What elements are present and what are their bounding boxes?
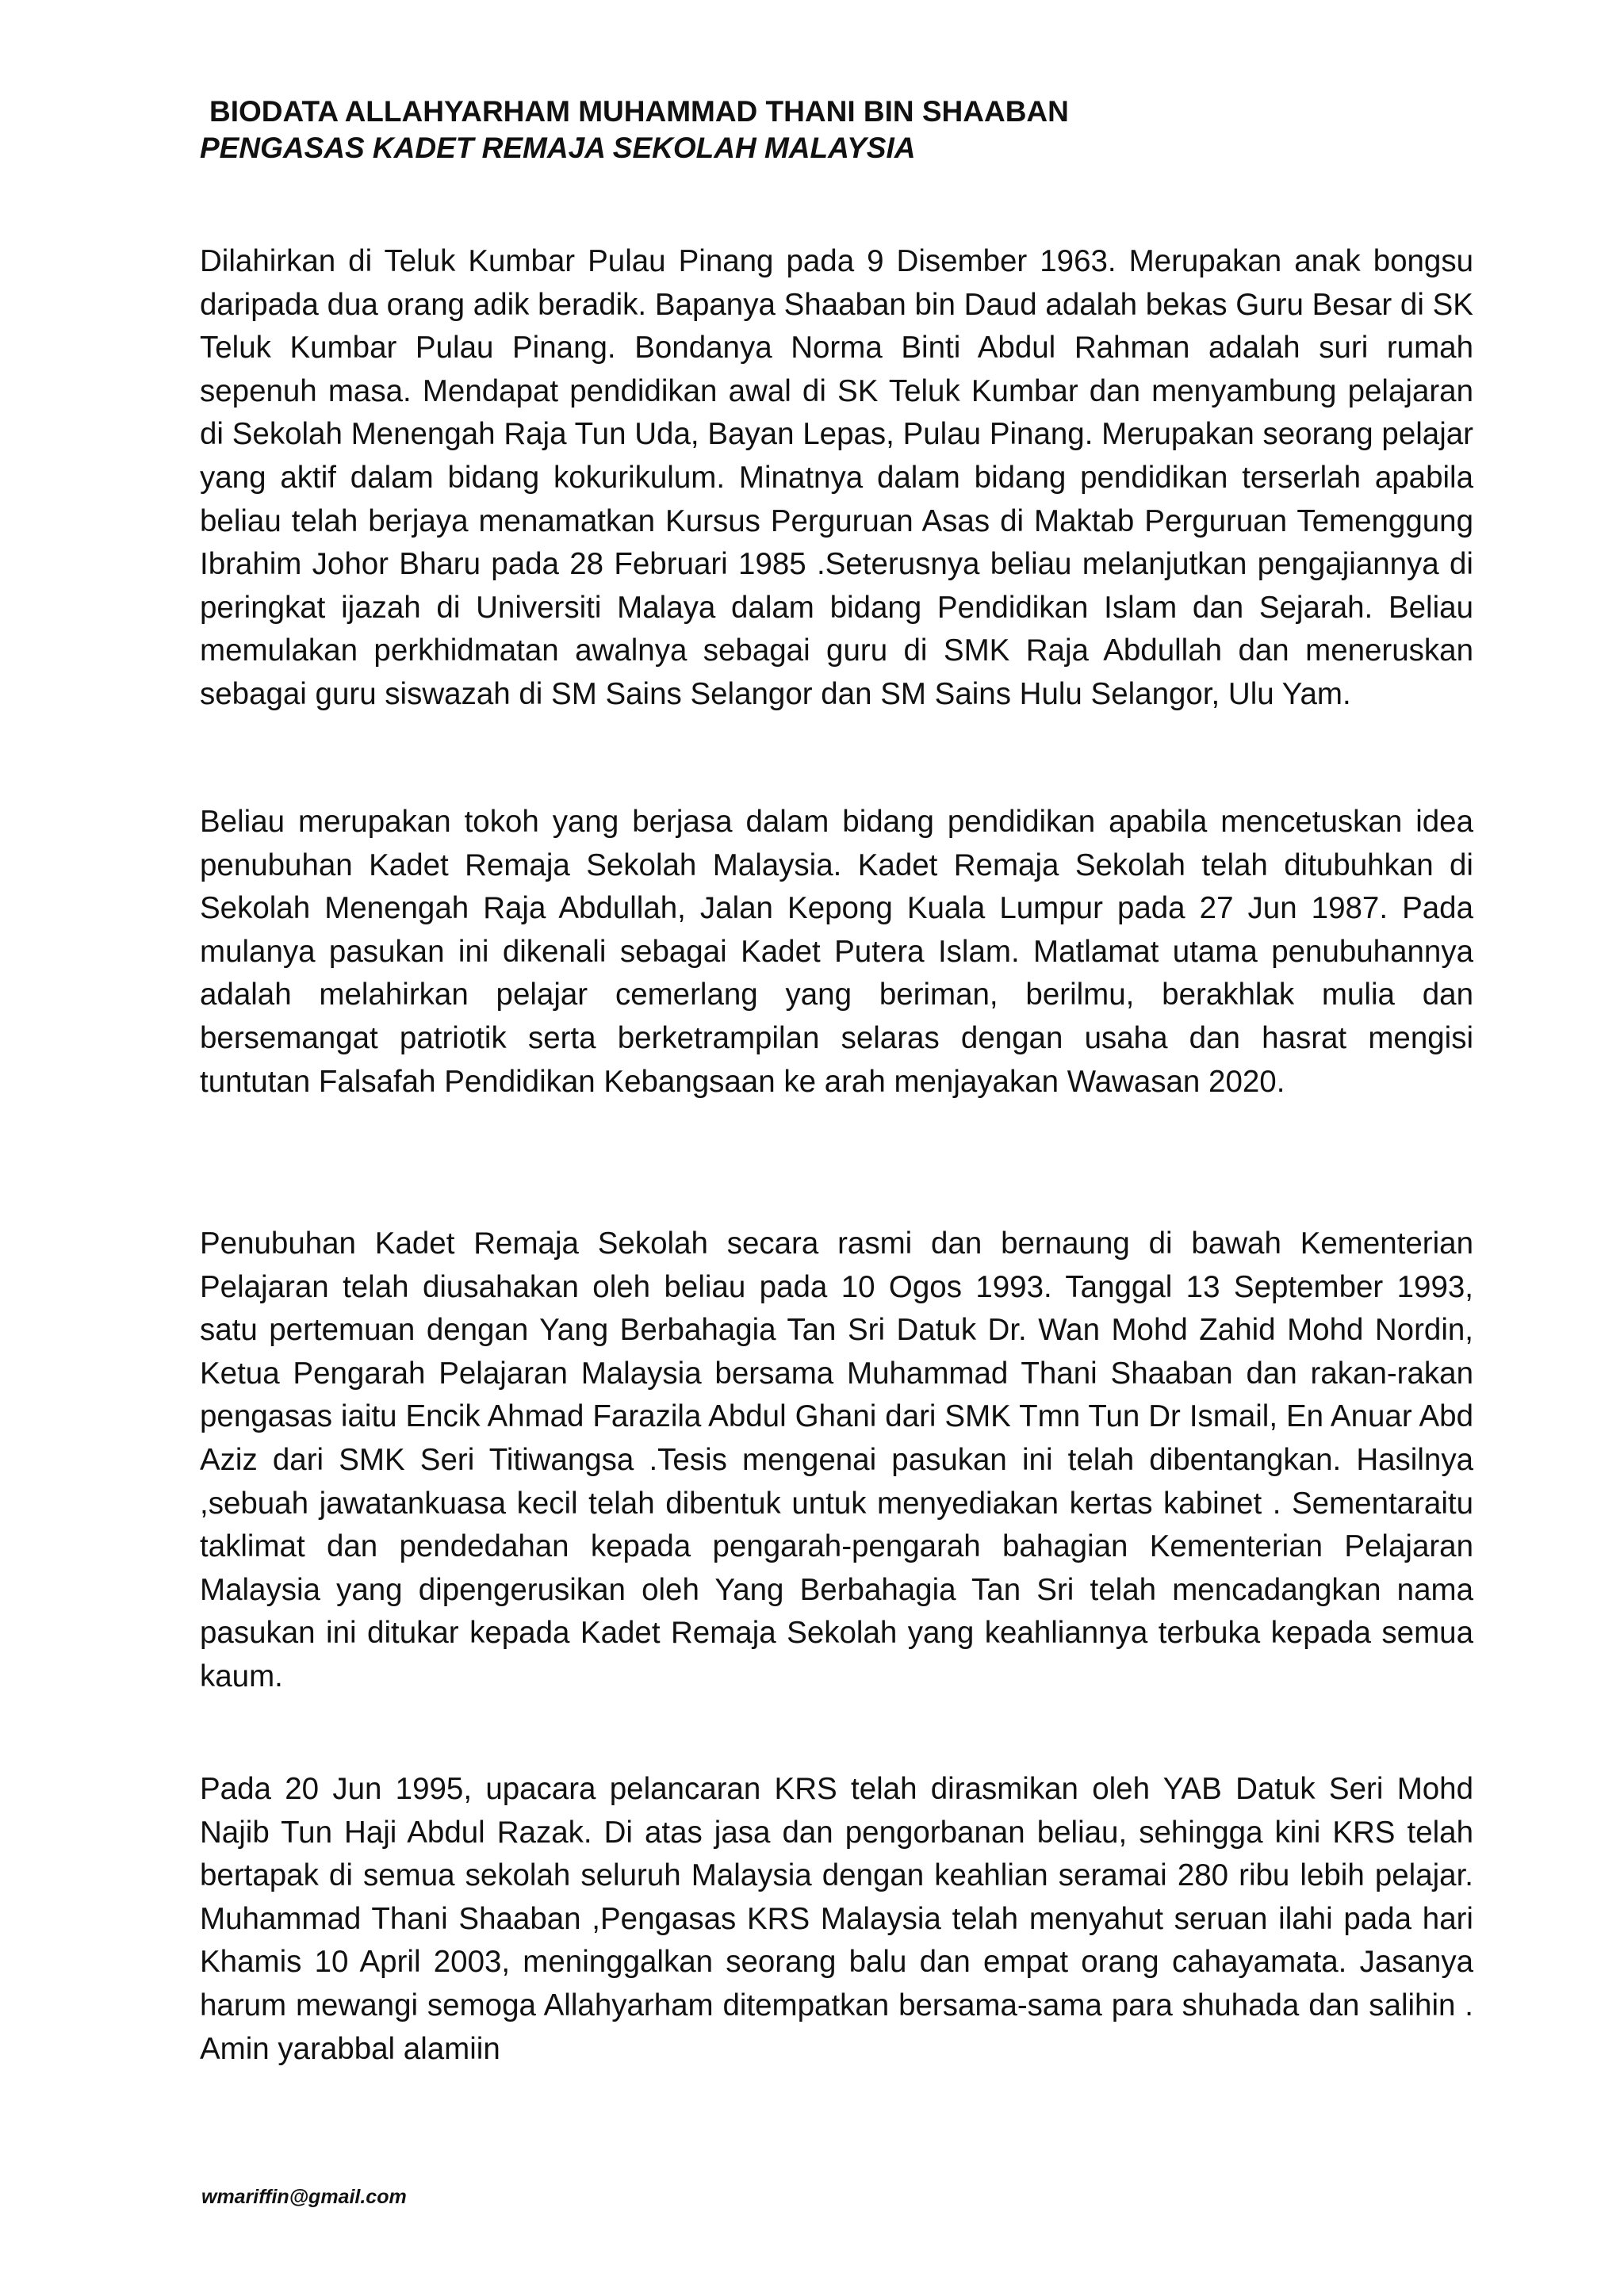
title-block: [200, 94, 1469, 166]
paragraph-launch-and-legacy: Pada 20 Jun 1995, upacara pelancaran KRS telah dirasmikan oleh YAB Datuk Seri Mohd Najib Tun Haji Abdul Razak. Di atas jasa dan pengorbanan beliau, sehingga kini KRS telah bertapak di semua sekolah seluruh Malaysia dengan keahlian seramai 280 ribu lebih pelajar. Muhammad Thani Shaaban ,Pengasas KRS Malaysia telah menyahut seruan ilahi pada hari Khamis 10 April 2003, meninggalkan seorang balu dan empat orang cahayamata. Jasanya harum mewangi semoga Allahyarham ditempatkan bersama-sama para shuhada dan salihin . Amin yarabbal alamiin: [200, 1772, 1473, 2066]
document-subtitle: PENGASAS KADET REMAJA SEKOLAH MALAYSIA: [200, 132, 916, 164]
footer-email: wmariffin@gmail.com: [201, 2186, 407, 2208]
paragraph-founding: Beliau merupakan tokoh yang berjasa dalam bidang pendidikan apabila mencetuskan idea penubuhan Kadet Remaja Sekolah Malaysia. Kadet Remaja Sekolah telah ditubuhkan di Sekolah Menengah Raja Abdullah, Jalan Kepong Kuala Lumpur pada 27 Jun 1987. Pada mulanya pasukan ini dikenali sebagai Kadet Putera Islam. Matlamat utama penubuhannya adalah melahirkan pelajar cemerlang yang beriman, berilmu, berakhlak mulia dan bersemangat patriotik serta berketrampilan selaras dengan usaha dan hasrat mengisi tuntutan Falsafah Pendidikan Kebangsaan ke arah menjayakan Wawasan 2020.: [200, 805, 1473, 1099]
paragraph-official-establishment: Penubuhan Kadet Remaja Sekolah secara rasmi dan bernaung di bawah Kementerian Pelajaran telah diusahakan oleh beliau pada 10 Ogos 1993. Tanggal 13 September 1993, satu pertemuan dengan Yang Berbahagia Tan Sri Datuk Dr. Wan Mohd Zahid Mohd Nordin, Ketua Pengarah Pelajaran Malaysia bersama Muhammad Thani Shaaban dan rakan-rakan pengasas iaitu Encik Ahmad Farazila Abdul Ghani dari SMK Tmn Tun Dr Ismail, En Anuar Abd Aziz dari SMK Seri Titiwangsa .Tesis mengenai pasukan ini telah dibentangkan. Hasilnya ,sebuah jawatankuasa kecil telah dibentuk untuk menyediakan kertas kabinet . Sementaraitu taklimat dan pendedahan kepada pengarah-pengarah bahagian Kementerian Pelajaran Malaysia yang dipengerusikan oleh Yang Berbahagia Tan Sri telah mencadangkan nama pasukan ini ditukar kepada Kadet Remaja Sekolah yang keahliannya terbuka kepada semua kaum.: [200, 1226, 1473, 1693]
paragraph-biography: Dilahirkan di Teluk Kumbar Pulau Pinang pada 9 Disember 1963. Merupakan anak bongsu daripada dua orang adik beradik. Bapanya Shaaban bin Daud adalah bekas Guru Besar di SK Teluk Kumbar Pulau Pinang. Bondanya Norma Binti Abdul Rahman adalah suri rumah sepenuh masa. Mendapat pendidikan awal di SK Teluk Kumbar dan menyambung pelajaran di Sekolah Menengah Raja Tun Uda, Bayan Lepas, Pulau Pinang. Merupakan seorang pelajar yang aktif dalam bidang kokurikulum. Minatnya dalam bidang pendidikan terserlah apabila beliau telah berjaya menamatkan Kursus Perguruan Asas di Maktab Perguruan Temenggung Ibrahim Johor Bharu pada 28 Februari 1985 .Seterusnya beliau melanjutkan pengajiannya di peringkat ijazah di Universiti Malaya dalam bidang Pendidikan Islam dan Sejarah. Beliau memulakan perkhidmatan awalnya sebagai guru di SMK Raja Abdullah dan meneruskan sebagai guru siswazah di SM Sains Selangor dan SM Sains Hulu Selangor, Ulu Yam.: [200, 244, 1473, 711]
document-title: BIODATA ALLAHYARHAM MUHAMMAD THANI BIN SHAABAN: [209, 95, 1069, 128]
